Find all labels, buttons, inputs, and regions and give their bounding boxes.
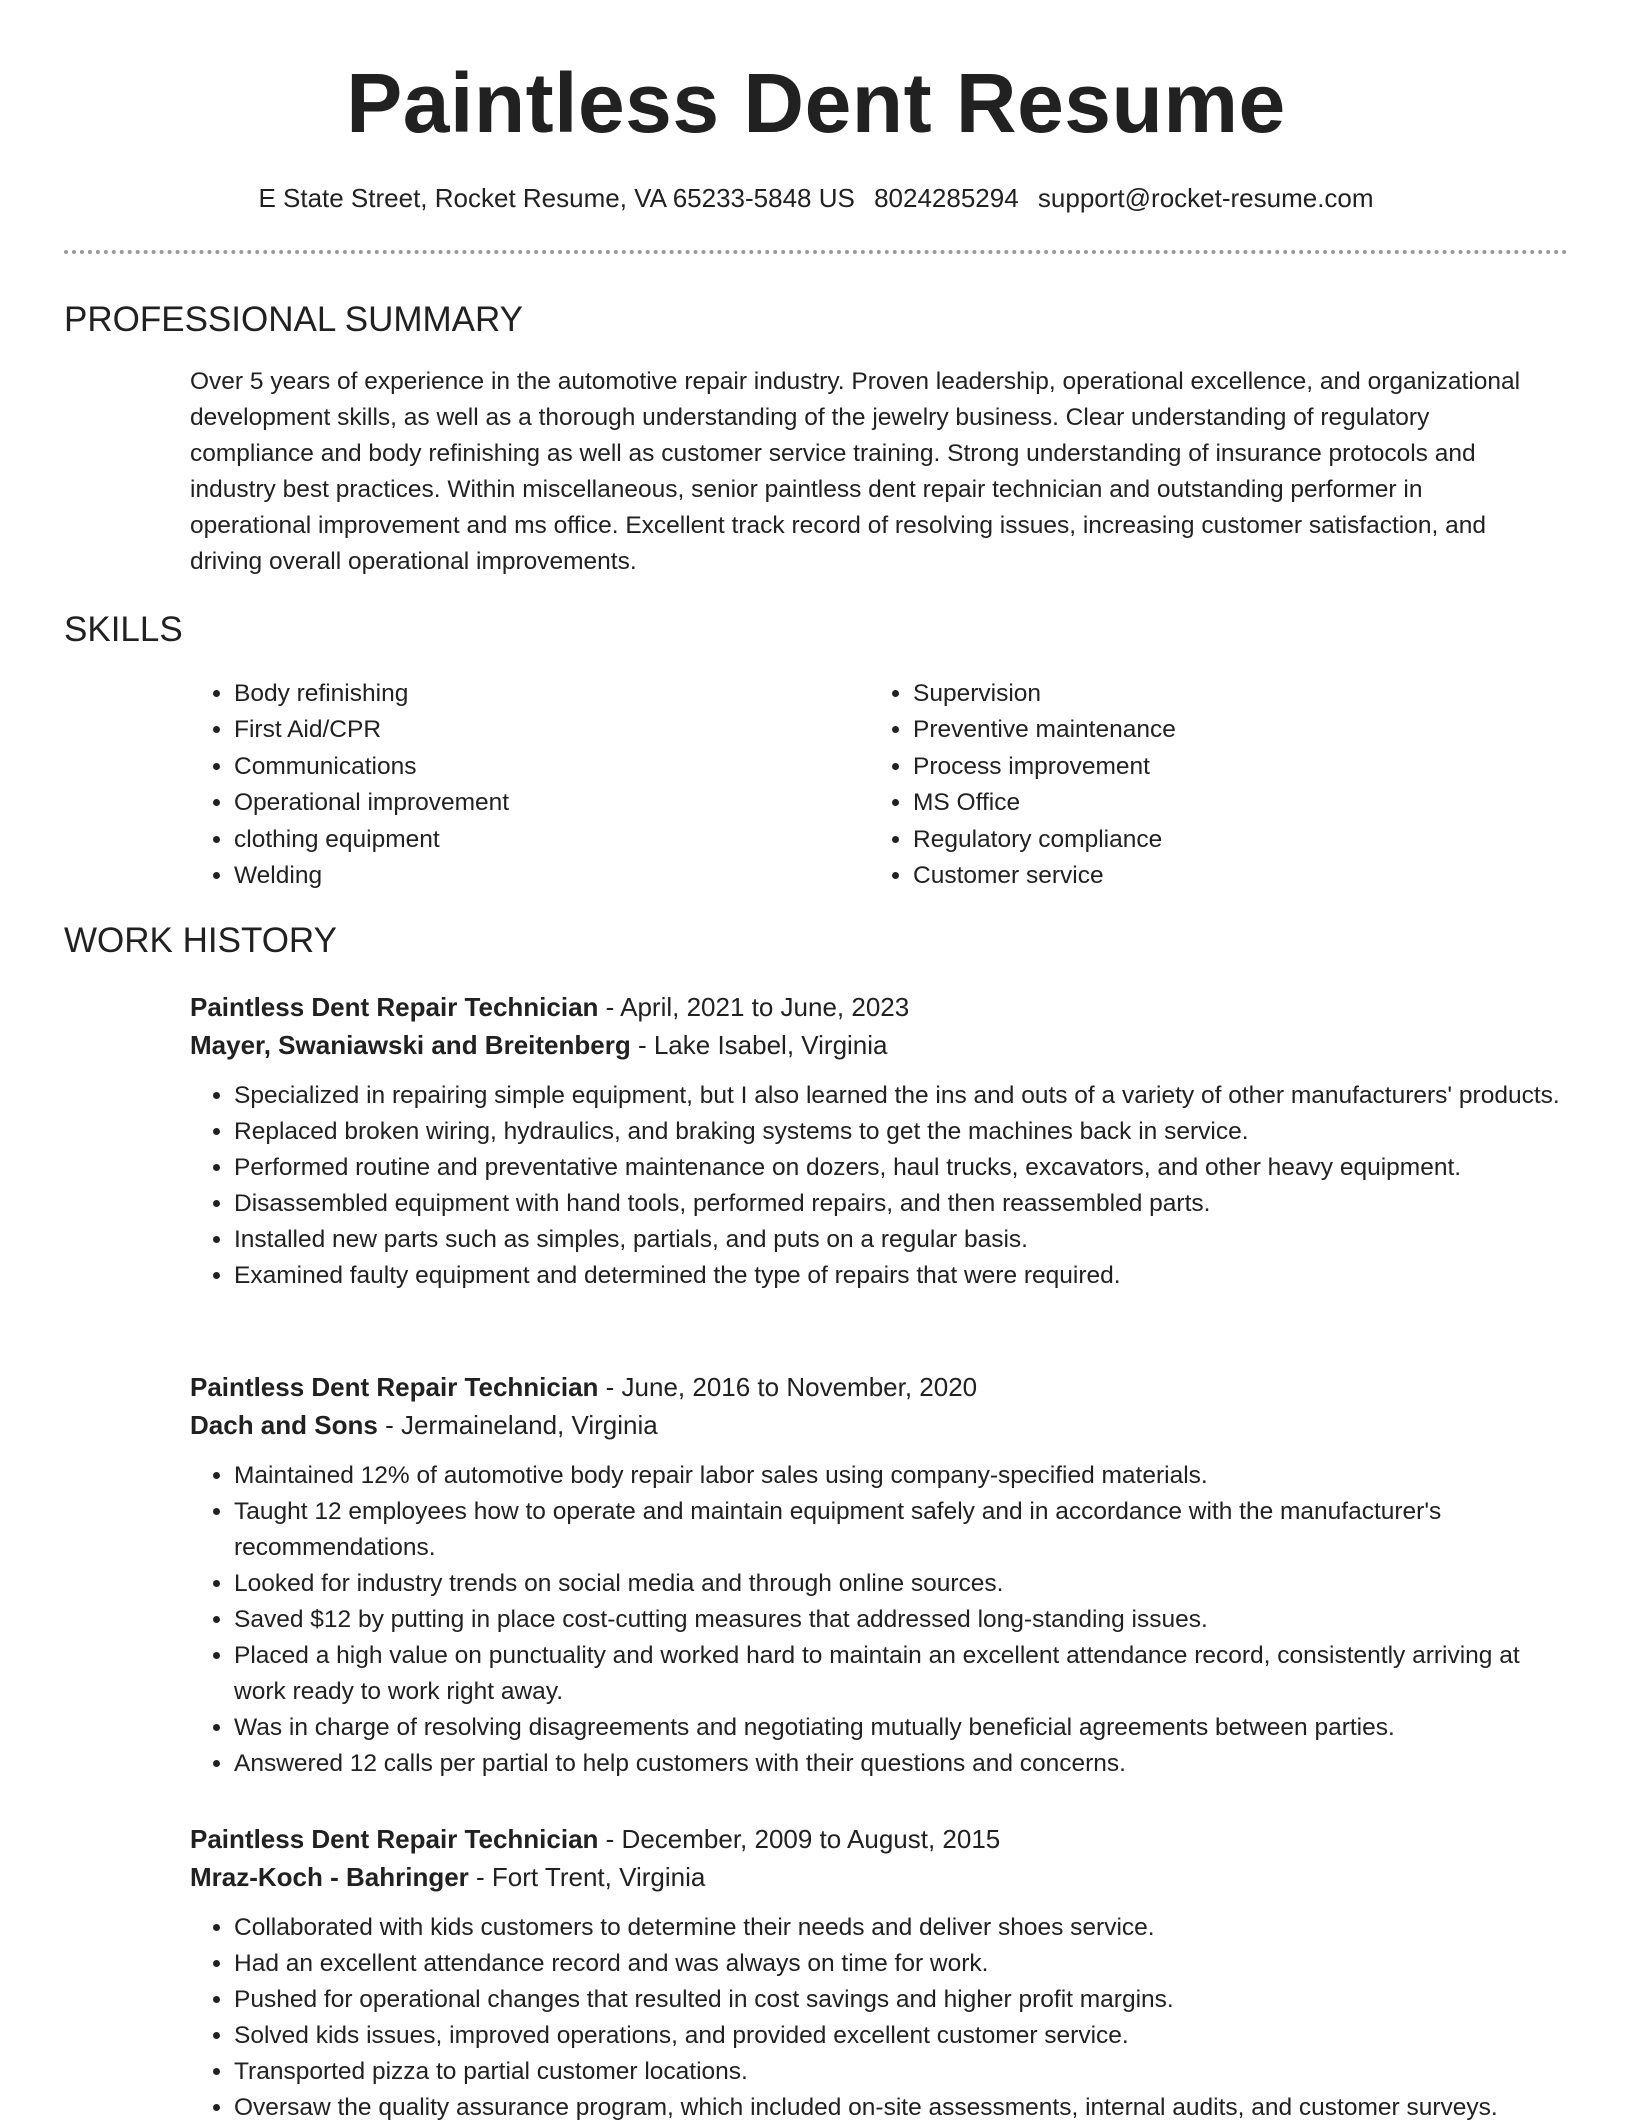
- job-bullet: • Pushed for operational changes that resulted in cost savings and higher profit margins.: [234, 1982, 1560, 2018]
- job-location: - Jermaineland, Virginia: [385, 1410, 658, 1440]
- job-bullet: • Installed new parts such as simples, partials, and puts on a regular basis.: [234, 1222, 1560, 1258]
- job-bullet: • Answered 12 calls per partial to help customers with their questions and concerns.: [234, 1746, 1560, 1782]
- job-dates: - April, 2021 to June, 2023: [605, 992, 910, 1022]
- resume-title: Paintless Dent Resume: [346, 56, 1286, 150]
- job-company: Dach and Sons: [190, 1410, 378, 1440]
- job-bullet: • Examined faulty equipment and determined the type of repairs that were required.: [234, 1258, 1560, 1294]
- skill-item: • MS Office: [913, 785, 1533, 821]
- job-entry: [190, 1368, 1560, 1782]
- job-bullets: [190, 1078, 1560, 1294]
- job-title-line: [190, 1820, 1560, 1858]
- job-bullets: [190, 1910, 1560, 2126]
- job-bullet: • Specialized in repairing simple equipment, but I also learned the ins and outs of a variety of other manufacturers' products.: [234, 1078, 1560, 1114]
- job-bullet: • Oversaw the quality assurance program, which included on-site assessments, internal audits, and customer surveys.: [234, 2090, 1560, 2126]
- job-bullet: • Maintained 12% of automotive body repair labor sales using company-specified materials.: [234, 1458, 1560, 1494]
- job-bullet: • Disassembled equipment with hand tools, performed repairs, and then reassembled parts.: [234, 1186, 1560, 1222]
- job-title: Paintless Dent Repair Technician: [190, 992, 599, 1022]
- job-bullet: • Placed a high value on punctuality and worked hard to maintain an excellent attendance record, consistently arriving at work ready to work right away.: [234, 1638, 1560, 1710]
- skill-item: • Body refinishing: [234, 676, 854, 712]
- job-entry: [190, 1820, 1560, 2126]
- skill-item: • Welding: [234, 858, 854, 894]
- job-entry: [190, 988, 1560, 1294]
- job-company-line: [190, 1406, 1560, 1444]
- work-history-heading: WORK HISTORY: [64, 921, 337, 960]
- summary-text: Over 5 years of experience in the automotive repair industry. Proven leadership, operational excellence, and organizational development skills, as well as a thorough understanding of the jewelry business. Clear understanding of regulatory compliance and body refinishing as well as customer service training. Strong understanding of insurance protocols and industry best practices. Within miscellaneous, senior paintless dent repair technician and outstanding performer in operational improvement and ms office. Excellent track record of resolving issues, increasing customer satisfaction, and driving overall operational improvements.: [190, 368, 1521, 575]
- email: support@rocket-resume.com: [1037, 183, 1374, 213]
- skill-item: • Communications: [234, 749, 854, 785]
- job-bullet: • Solved kids issues, improved operations, and provided excellent customer service.: [234, 2018, 1560, 2054]
- job-bullet: • Replaced broken wiring, hydraulics, and braking systems to get the machines back in service.: [234, 1114, 1560, 1150]
- job-company-line: [190, 1858, 1560, 1896]
- job-location: - Lake Isabel, Virginia: [637, 1030, 888, 1060]
- job-company: Mayer, Swaniawski and Breitenberg: [190, 1030, 631, 1060]
- skill-item: • Customer service: [913, 858, 1533, 894]
- job-bullet: • Performed routine and preventative maintenance on dozers, haul trucks, excavators, and other heavy equipment.: [234, 1150, 1560, 1186]
- skills-heading: SKILLS: [64, 610, 183, 649]
- skills-list-left: [190, 676, 854, 894]
- job-bullet: • Was in charge of resolving disagreements and negotiating mutually beneficial agreements between parties.: [234, 1710, 1560, 1746]
- skill-item: • Preventive maintenance: [913, 712, 1533, 748]
- job-dates: - June, 2016 to November, 2020: [605, 1372, 978, 1402]
- job-company: Mraz-Koch - Bahringer: [190, 1862, 469, 1892]
- job-bullet: • Saved $12 by putting in place cost-cutting measures that addressed long-standing issues.: [234, 1602, 1560, 1638]
- skill-item: • First Aid/CPR: [234, 712, 854, 748]
- skill-item: • clothing equipment: [234, 822, 854, 858]
- job-bullet: • Taught 12 employees how to operate and maintain equipment safely and in accordance with the manufacturer's recommendations.: [234, 1494, 1560, 1566]
- skill-item: • Process improvement: [913, 749, 1533, 785]
- job-title-line: [190, 988, 1560, 1026]
- job-bullet: • Had an excellent attendance record and was always on time for work.: [234, 1946, 1560, 1982]
- skill-item: • Supervision: [913, 676, 1533, 712]
- skill-item: • Operational improvement: [234, 785, 854, 821]
- contact-line: [0, 180, 1632, 216]
- phone: 8024285294: [874, 183, 1019, 213]
- summary-heading: PROFESSIONAL SUMMARY: [64, 300, 523, 339]
- job-company-line: [190, 1026, 1560, 1064]
- job-dates: - December, 2009 to August, 2015: [605, 1824, 1001, 1854]
- job-title-line: [190, 1368, 1560, 1406]
- job-bullet: • Looked for industry trends on social media and through online sources.: [234, 1566, 1560, 1602]
- header-divider: [64, 250, 1568, 254]
- job-bullet: • Transported pizza to partial customer locations.: [234, 2054, 1560, 2090]
- address: E State Street, Rocket Resume, VA 65233-5848 US: [258, 183, 855, 213]
- job-title: Paintless Dent Repair Technician: [190, 1372, 599, 1402]
- job-location: - Fort Trent, Virginia: [476, 1862, 706, 1892]
- job-bullets: [190, 1458, 1560, 1782]
- skill-item: • Regulatory compliance: [913, 822, 1533, 858]
- job-title: Paintless Dent Repair Technician: [190, 1824, 599, 1854]
- job-bullet: • Collaborated with kids customers to determine their needs and deliver shoes service.: [234, 1910, 1560, 1946]
- skills-list-right: [869, 676, 1533, 894]
